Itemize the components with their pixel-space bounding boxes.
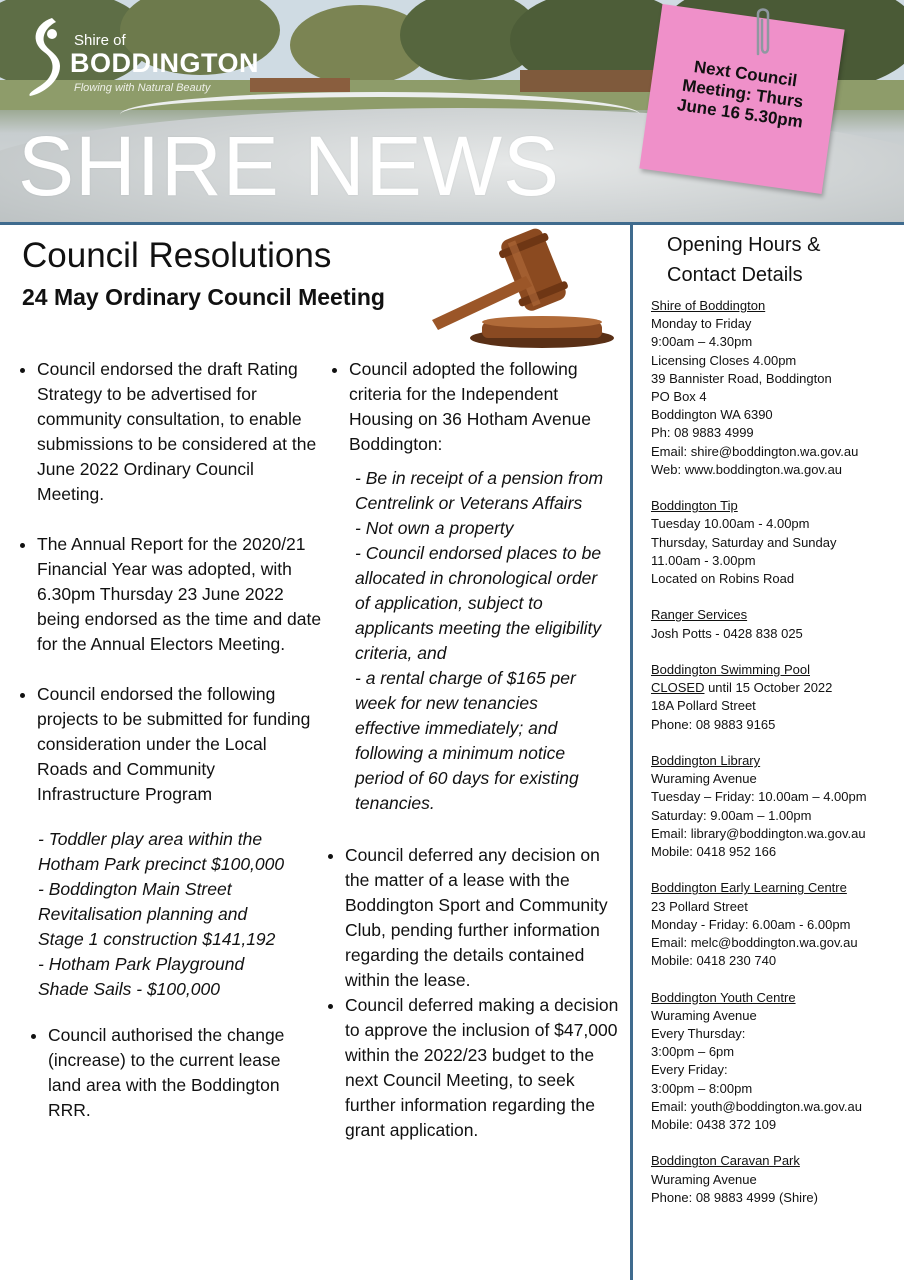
contact-line: Mobile: 0418 952 166	[651, 844, 777, 860]
list-item: • Council authorised the change (increase) to the current lease land area with the Boddington RRR.	[48, 1023, 300, 1123]
contact-line: Saturday: 9.00am – 1.00pm	[651, 807, 812, 823]
list-item: • Council deferred making a decision to approve the inclusion of $47,000 within the 2022/23 budget to the next Council Meeting, to seek further information regarding the grant application.	[345, 993, 624, 1143]
contact-block-ranger	[651, 606, 899, 642]
contact-line: Monday to Friday	[651, 316, 752, 332]
sidebar-title-line: Opening Hours &	[667, 234, 821, 256]
paperclip-icon	[752, 4, 774, 62]
contact-line: Phone: 08 9883 9165	[651, 716, 776, 732]
criteria-item: - Be in receipt of a pension from Centrelink or Veterans Affairs	[355, 468, 604, 513]
contact-line: Tuesday 10.00am - 4.00pm	[651, 516, 810, 532]
criteria-item: - Not own a property	[355, 518, 514, 538]
contact-line: Monday - Friday: 6.00am - 6.00pm	[651, 916, 851, 932]
contact-line: 23 Pollard Street	[651, 898, 748, 914]
contact-line	[651, 679, 899, 697]
contact-line: Josh Potts - 0428 838 025	[651, 625, 803, 641]
list-item: • Council endorsed the following projects to be submitted for funding consideration under the Local Roads and Community Infrastructure Program	[37, 682, 322, 807]
logo-shire-of: Shire of	[74, 32, 126, 49]
contact-heading: Shire of Boddington	[651, 298, 766, 313]
contact-line: Mobile: 0438 372 109	[651, 1117, 777, 1133]
right-column	[334, 357, 624, 1143]
closed-label: CLOSED	[651, 680, 705, 696]
contact-heading: Ranger Services	[651, 607, 748, 623]
contact-line: Wuraming Avenue	[651, 1171, 757, 1187]
project-item: - Boddington Main Street Revitalisation planning and Stage 1 construction $141,192	[38, 879, 276, 949]
meeting-note-text: Next Council Meeting: Thurs June 16 5.30pm	[675, 57, 805, 132]
contact-line: 3:00pm – 6pm	[651, 1044, 735, 1060]
contact-line: Email: melc@boddington.wa.gov.au	[651, 935, 858, 951]
contact-block-tip	[651, 497, 899, 588]
list-item: • Council adopted the following criteria for the Independent Housing on 36 Hotham Avenue Boddington:	[349, 357, 611, 457]
contact-line: Thursday, Saturday and Sunday	[651, 534, 837, 550]
project-item: - Toddler play area within the Hotham Park precinct $100,000	[38, 829, 285, 874]
contact-line: 3:00pm – 8:00pm	[651, 1080, 753, 1096]
contact-line: Tuesday – Friday: 10.00am – 4.00pm	[651, 789, 867, 805]
contact-line: Email: youth@boddington.wa.gov.au	[651, 1098, 862, 1114]
contact-line: Wuraming Avenue	[651, 771, 757, 787]
logo-tagline: Flowing with Natural Beauty	[74, 82, 211, 94]
contact-heading: Boddington Swimming Pool	[651, 662, 810, 678]
contact-block-elc	[651, 879, 899, 970]
list-item: • Council deferred any decision on the matter of a lease with the Boddington Sport and Community Club, pending further information regarding the details contained within the lease.	[345, 843, 624, 993]
projects-list	[22, 827, 288, 1002]
contact-line: Ph: 08 9883 4999	[651, 425, 754, 441]
contact-line: 9:00am – 4.30pm	[651, 334, 753, 350]
contact-heading: Boddington Tip	[651, 498, 738, 514]
contact-block-caravan	[651, 1152, 899, 1207]
logo-name: BODDINGTON	[70, 48, 260, 78]
sidebar-title	[667, 230, 887, 290]
contact-line: Email: shire@boddington.wa.gov.au	[651, 443, 859, 459]
contact-heading: Boddington Caravan Park	[651, 1153, 800, 1169]
contact-line: 18A Pollard Street	[651, 698, 756, 714]
contact-heading: Boddington Library	[651, 753, 761, 769]
boddington-emblem-icon	[22, 14, 70, 98]
contact-line: Wuraming Avenue	[651, 1007, 757, 1023]
contact-heading: Boddington Youth Centre	[651, 989, 796, 1005]
contact-block-youth	[651, 989, 899, 1135]
contact-line: Located on Robins Road	[651, 571, 795, 587]
list-item: • Council endorsed the draft Rating Strategy to be advertised for community consultation, to enable submissions to be considered at the June 2022 Ordinary Council Meeting.	[37, 357, 322, 507]
contact-line: 39 Bannister Road, Boddington	[651, 370, 832, 386]
left-column	[22, 357, 322, 1123]
contact-block-shire	[651, 297, 899, 479]
criteria-item: - a rental charge of $165 per week for new tenancies effective immediately; and following a minimum notice period of 60 days for existing tenancies.	[355, 668, 579, 813]
contact-block-pool	[651, 661, 899, 734]
gavel-icon	[422, 226, 618, 352]
page-subtitle: 24 May Ordinary Council Meeting	[22, 284, 385, 310]
header-divider	[0, 222, 904, 225]
contact-line: 11.00am - 3.00pm	[651, 552, 756, 568]
banner-title: SHIRE NEWS	[18, 119, 561, 213]
list-item: • The Annual Report for the 2020/21 Financial Year was adopted, with 6.30pm Thursday 23 June 2022 being endorsed as the time and date for the Annual Electors Meeting.	[37, 532, 322, 657]
contact-line: Phone: 08 9883 4999 (Shire)	[651, 1189, 818, 1205]
contact-details	[651, 297, 899, 1225]
contact-heading: Boddington Early Learning Centre	[651, 880, 847, 896]
contact-line: Every Thursday:	[651, 1026, 746, 1042]
contact-line: Mobile: 0418 230 740	[651, 953, 777, 969]
project-item: - Hotham Park Playground Shade Sails - $100,000	[38, 954, 245, 999]
criteria-list	[334, 466, 605, 816]
sidebar-divider	[630, 224, 633, 1280]
contact-block-library	[651, 752, 899, 861]
page-title: Council Resolutions	[22, 236, 332, 275]
contact-line: Web: www.boddington.wa.gov.au	[651, 461, 843, 477]
sidebar-title-line: Contact Details	[667, 264, 803, 286]
shire-logo	[22, 14, 262, 104]
criteria-item: - Council endorsed places to be allocated in chronological order of application, subject to applicants meeting the eligibility criteria, and	[355, 543, 602, 663]
contact-line: Boddington WA 6390	[651, 407, 773, 423]
contact-line: PO Box 4	[651, 389, 707, 405]
contact-line: Email: library@boddington.wa.gov.au	[651, 825, 866, 841]
contact-line: Licensing Closes 4.00pm	[651, 352, 797, 368]
closed-detail: until 15 October 2022	[704, 680, 833, 696]
meeting-sticky-note	[639, 4, 844, 194]
contact-line: Every Friday:	[651, 1062, 728, 1078]
